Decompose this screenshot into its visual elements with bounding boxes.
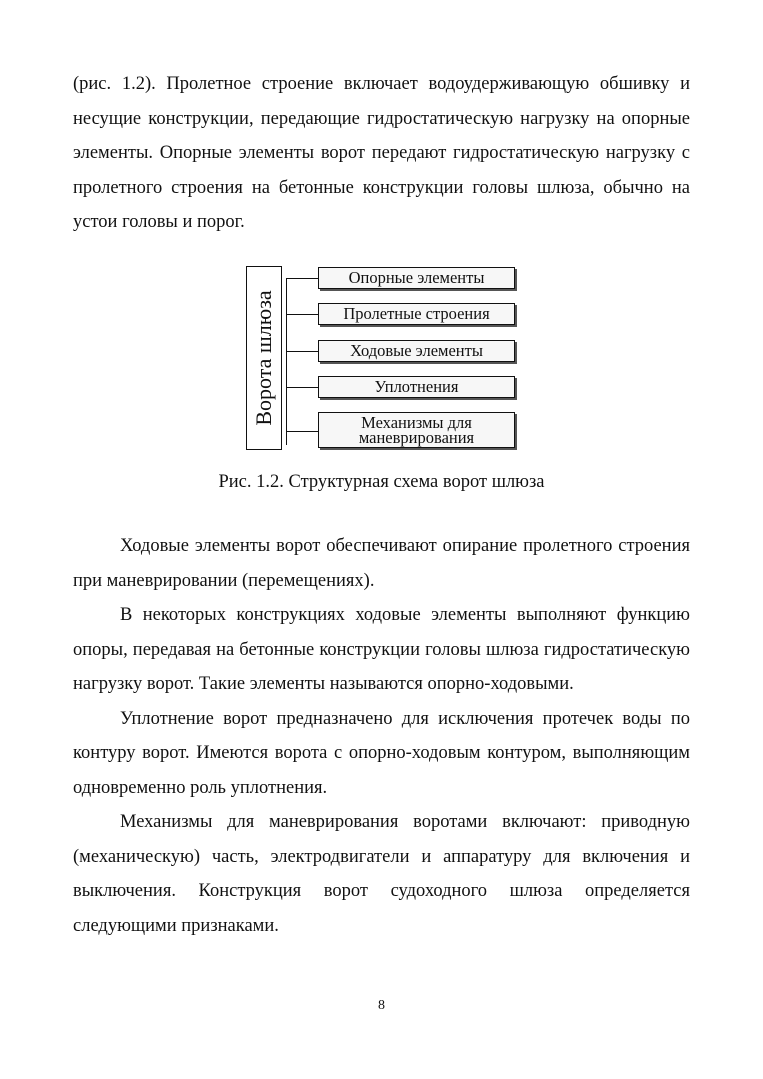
connector-line [286,431,318,432]
connector-line [286,278,318,279]
connector-line [286,387,318,388]
component-label: Опорные элементы [348,268,485,287]
component-label-line2: маневрирования [358,428,475,447]
intro-paragraph: (рис. 1.2). Пролетное строение включает водоудерживающую обшивку и несущие конструкции, передающие гидростатическую нагрузку на опорные элементы. Опорные элементы ворот передают гидростатическую нагрузку с пролетного строения на бетонные конструкции головы шлюза, обычно на устои головы и порог. [73,74,690,232]
paragraph-running-elements: Ходовые элементы ворот обеспечивают опирание пролетного строения при маневрировании (перемещениях). [73,536,690,591]
component-label: Пролетные строения [343,304,490,323]
paragraph-mechanisms: Механизмы для маневрирования воротами включают: приводную (механическую) часть, электродвигатели и аппаратуру для включения и выключения. Конструкция ворот судоходного шлюза определяется следующими признаками. [73,812,690,936]
component-label-line1: Механизмы для [361,413,472,432]
component-box-bearing [318,267,515,289]
paragraph-seals: Уплотнение ворот предназначено для исключения протечек воды по контуру ворот. Имеются ворота с опорно-ходовым контуром, выполняющим одновременно роль уплотнения. [73,708,690,798]
component-label: Уплотнения [374,377,459,396]
page-number: 8 [378,998,385,1013]
gate-root-label: Ворота шлюза [251,290,276,426]
component-box-running [318,340,515,362]
component-box-seals [318,376,515,398]
component-box-span [318,303,515,325]
body-text [73,529,690,943]
figure-caption: Рис. 1.2. Структурная схема ворот шлюза [218,472,545,492]
connector-line [286,351,318,352]
connector-line [286,314,318,315]
component-box-mechanisms [318,412,515,448]
gate-root-box [246,266,282,450]
paragraph-bearing-running: В некоторых конструкциях ходовые элементы выполняют функцию опоры, передавая на бетонные конструкции головы шлюза гидростатическую нагрузку ворот. Такие элементы называются опорно-ходовыми. [73,605,690,694]
diagram-spine-line [286,279,287,445]
intro-text [73,67,690,240]
component-label: Ходовые элементы [350,341,483,360]
